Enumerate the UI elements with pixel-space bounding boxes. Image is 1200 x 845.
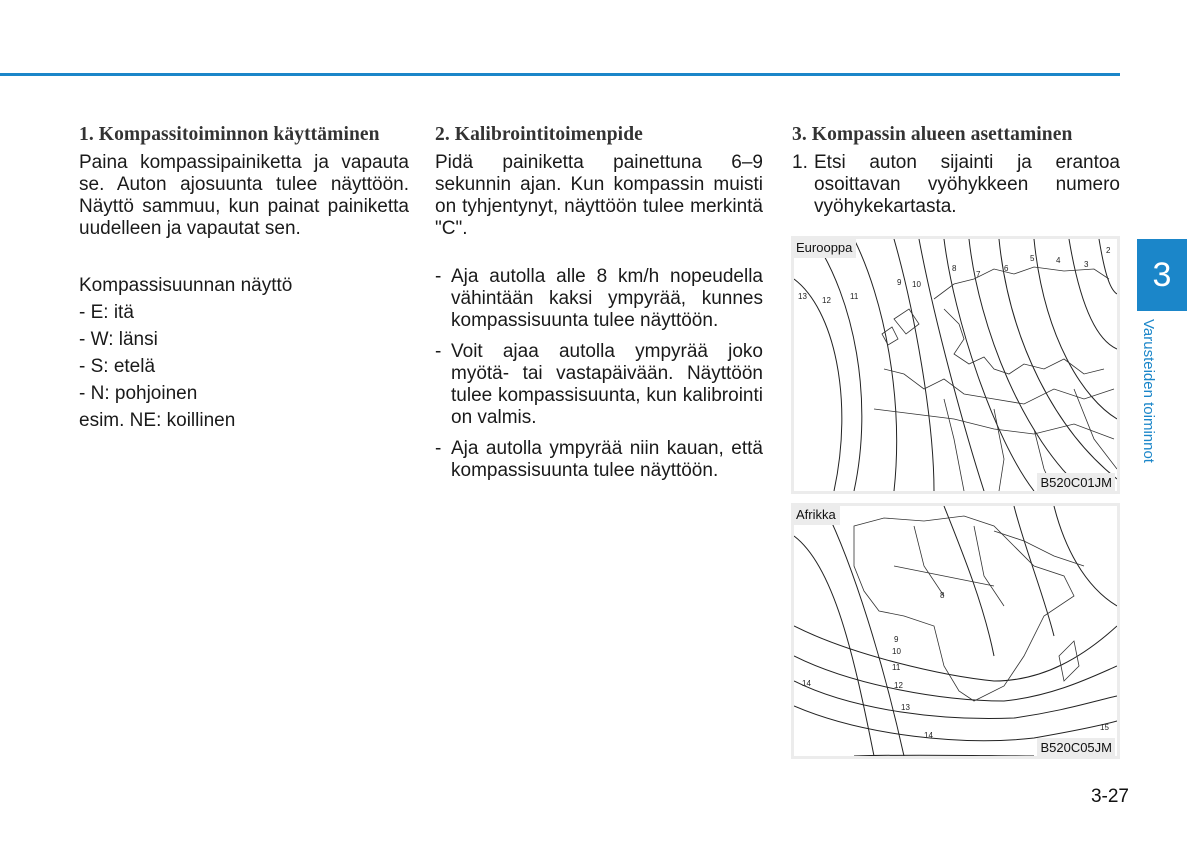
direction-item: - N: pohjoinen — [79, 383, 198, 404]
zone-number: 6 — [1004, 264, 1009, 273]
list-item — [435, 438, 763, 482]
zone-steps — [792, 152, 1120, 218]
page-number: 3-27 — [1090, 786, 1129, 807]
zone-number: 12 — [822, 296, 831, 305]
section-paragraph: Pidä painiketta painettuna 6–9 sekunnin ajan. Kun kompassin muisti on tyhjentynyt, näyttöön tulee merkintä "C". — [435, 152, 763, 239]
zone-number: 8 — [952, 264, 957, 273]
zone-number: 3 — [1084, 260, 1089, 269]
section-heading: 2. Kalibrointitoimenpide — [435, 124, 643, 145]
calibration-steps — [435, 266, 763, 482]
direction-item: - S: etelä — [79, 356, 156, 377]
direction-list — [79, 272, 409, 434]
map-label: Eurooppa — [794, 239, 856, 258]
europe-map-graphic — [794, 239, 1117, 491]
list-item-text: Aja autolla alle 8 km/h nopeudella vähintään kaksi ympyrää, kunnes kompassisuunta tulee näyttöön. — [451, 266, 763, 331]
zone-number: 13 — [798, 292, 807, 301]
zone-number: 2 — [1106, 246, 1111, 255]
zone-number: 4 — [1056, 256, 1061, 265]
africa-map-graphic — [794, 506, 1117, 756]
map-code: B520C01JM — [1037, 473, 1115, 491]
section-heading: 1. Kompassitoiminnon käyttäminen — [79, 124, 380, 145]
step-number: 1. — [792, 152, 808, 173]
list-item — [435, 266, 763, 332]
section-paragraph: Paina kompassipainiketta ja vapauta se. Auton ajosuunta tulee näyttöön. Näyttö sammuu, kun painat painiketta uudelleen ja vapautat sen. — [79, 152, 409, 239]
chapter-tab: 3 — [1137, 239, 1187, 311]
zone-number: 11 — [850, 292, 859, 301]
list-item — [792, 152, 1120, 218]
zone-number: 5 — [1030, 254, 1035, 263]
list-item — [435, 341, 763, 429]
chapter-title: Varusteiden toiminnot — [1140, 319, 1157, 463]
bullet-marker: - — [435, 266, 442, 287]
africa-zone-map — [791, 503, 1120, 759]
map-canvas — [794, 239, 1117, 491]
section-heading: 3. Kompassin alueen asettaminen — [792, 124, 1073, 145]
section-compass-use — [79, 124, 409, 434]
direction-list-title: Kompassisuunnan näyttö — [79, 275, 293, 296]
zone-number: 12 — [894, 681, 903, 690]
zone-number: 7 — [976, 270, 981, 279]
list-item-text: Etsi auton sijainti ja erantoa osoittavan vyöhykkeen numero vyöhykekartasta. — [814, 152, 1120, 217]
map-label: Afrikka — [794, 506, 840, 525]
zone-number: 9 — [897, 278, 902, 287]
zone-number: 14 — [802, 679, 811, 688]
direction-item: - W: länsi — [79, 329, 158, 350]
zone-number: 10 — [912, 280, 921, 289]
map-code: B520C05JM — [1037, 738, 1115, 756]
direction-item: - E: itä — [79, 302, 134, 323]
zone-number: 13 — [901, 703, 910, 712]
list-item-text: Aja autolla ympyrää niin kauan, että kompassisuunta tulee näyttöön. — [451, 438, 763, 481]
zone-number: 14 — [924, 731, 933, 740]
bullet-marker: - — [435, 341, 442, 362]
zone-number: 9 — [894, 635, 899, 644]
zone-number: 10 — [892, 647, 901, 656]
zone-number: 11 — [892, 663, 901, 672]
map-canvas — [794, 506, 1117, 756]
header-rule — [0, 73, 1120, 76]
zone-number: 8 — [940, 591, 945, 600]
bullet-marker: - — [435, 438, 442, 459]
direction-example: esim. NE: koillinen — [79, 410, 236, 431]
zone-number: 15 — [1100, 723, 1109, 732]
section-zone-setting — [792, 124, 1120, 218]
list-item-text: Voit ajaa autolla ympyrää joko myötä- tai vastapäivään. Näyttöön tulee kompassisuunta, kun kalibrointi on valmis. — [451, 341, 763, 428]
europe-zone-map — [791, 236, 1120, 494]
chapter-title-vertical — [1140, 319, 1181, 489]
section-calibration — [435, 124, 763, 491]
